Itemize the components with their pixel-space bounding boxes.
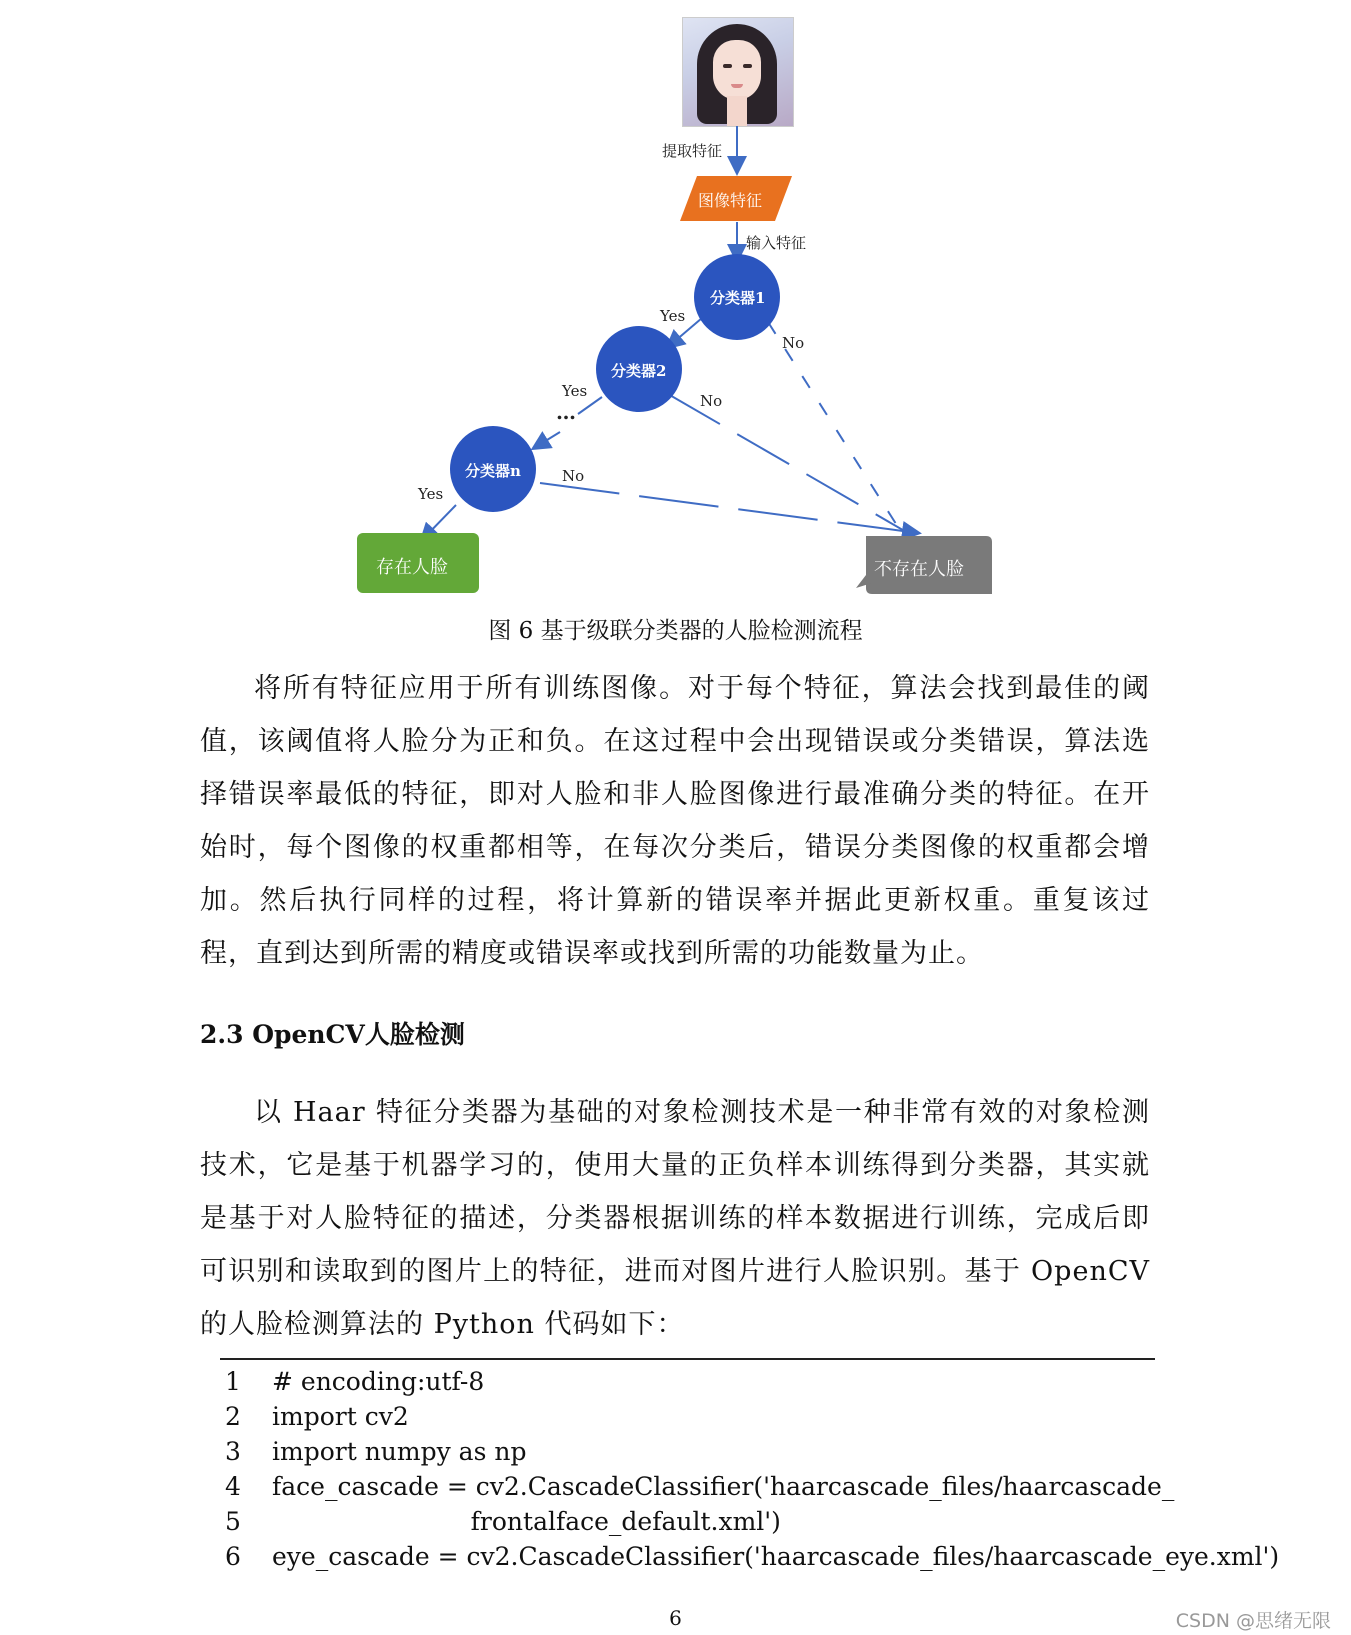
face-yes-label: 存在人脸 [376, 557, 448, 578]
edge-label-extract: 提取特征 [662, 142, 723, 160]
page-number: 6 [669, 1606, 682, 1630]
figure-caption: 图 6 基于级联分类器的人脸检测流程 [488, 618, 863, 644]
section-heading: 2.3 OpenCV人脸检测 [200, 1020, 465, 1049]
yes-label-3: Yes [418, 485, 444, 503]
yes-label-2: Yes [562, 382, 588, 400]
code-line: 2 import cv2 [225, 1402, 409, 1431]
edge-c1-no [768, 322, 898, 527]
no-label-3: No [562, 467, 585, 485]
code-top-rule [220, 1358, 1155, 1360]
yes-label-1: Yes [660, 307, 686, 325]
no-label-1: No [782, 334, 805, 352]
edge-label-input: 输入特征 [746, 234, 807, 252]
code-line: 6 eye_cascade = cv2.CascadeClassifier('haarcascade_files/haarcascade_eye.xml') [225, 1542, 1280, 1571]
paragraph-1: 将所有特征应用于所有训练图像。对于每个特征，算法会找到最佳的阈值，该阈值将人脸分为正和负。在这过程中会出现错误或分类错误，算法选择错误率最低的特征，即对人脸和非人脸图像进行最准确分类的特征。在开始时，每个图像的权重都相等，在每次分类后，错误分类图像的权重都会增加。然后执行同样的过程，将计算新的错误率并据此更新权重。重复该过程，直到达到所需的精度或错误率或找到所需的功能数量为止。 [200, 673, 1150, 969]
no-label-2: No [700, 392, 723, 410]
code-line: 5 frontalface_default.xml') [225, 1507, 781, 1536]
face-no-label: 不存在人脸 [874, 559, 964, 580]
classifier2-label: 分类器2 [611, 362, 667, 380]
edge-cn-no [540, 483, 918, 533]
ellipsis-label: … [556, 400, 576, 424]
code-line: 4 face_cascade = cv2.CascadeClassifier('haarcascade_files/haarcascade_ [225, 1472, 1175, 1501]
edge-dots-cn [534, 432, 560, 448]
classifiern-label: 分类器n [465, 462, 521, 480]
code-line: 1 # encoding:utf-8 [225, 1367, 485, 1396]
feature-node-label: 图像特征 [698, 191, 763, 210]
flowchart-diagram [0, 0, 1351, 600]
paragraph-2: 以 Haar 特征分类器为基础的对象检测技术是一种非常有效的对象检测技术，它是基于机器学习的，使用大量的正负样本训练得到分类器，其实就是基于对人脸特征的描述，分类器根据训练的样本数据进行训练，完成后即可识别和读取到的图片上的特征，进而对图片进行人脸识别。基于 OpenCV 的人脸检测算法的 Python 代码如下： [200, 1097, 1150, 1340]
classifier1-label: 分类器1 [710, 289, 766, 307]
code-line: 3 import numpy as np [225, 1437, 527, 1466]
edge-c2-no [668, 394, 908, 533]
watermark: CSDN @思绪无限 [1175, 1610, 1331, 1632]
